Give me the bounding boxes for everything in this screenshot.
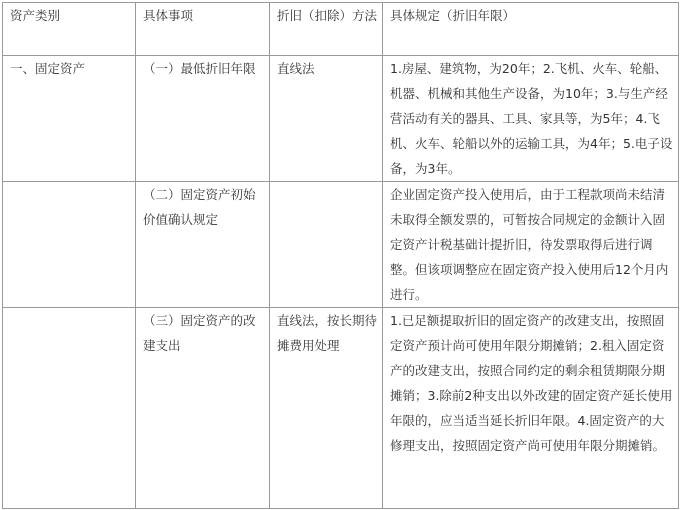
header-specific-item: 具体事项	[136, 3, 270, 56]
cell-method: 直线法，按长期待摊费用处理	[270, 308, 383, 509]
depreciation-policy-table	[2, 2, 679, 509]
table-row	[3, 56, 679, 182]
cell-rule: 1.已足额提取折旧的固定资产的改建支出，按照固定资产预计尚可使用年限分期摊销；2.租入固定资产的改建支出，按照合同约定的剩余租赁期限分期摊销；3.除前2种支出以外改建的固定资产延长使用年限的，应当适当延长折旧年限。4.固定资产的大修理支出，按照固定资产尚可使用年限分期摊销。	[383, 308, 679, 509]
table-row	[3, 182, 679, 308]
cell-category	[3, 182, 136, 308]
cell-category: 一、固定资产	[3, 56, 136, 182]
cell-item: （二）固定资产初始价值确认规定	[136, 182, 270, 308]
cell-rule: 1.房屋、建筑物，为20年；2.飞机、火车、轮船、机器、机械和其他生产设备，为10年；3.与生产经营活动有关的器具、工具、家具等，为5年；4.飞机、火车、轮船以外的运输工具，为4年；5.电子设备，为3年。	[383, 56, 679, 182]
cell-method: 直线法	[270, 56, 383, 182]
cell-item: （一）最低折旧年限	[136, 56, 270, 182]
cell-method	[270, 182, 383, 308]
header-specific-rule: 具体规定（折旧年限）	[383, 3, 679, 56]
cell-rule: 企业固定资产投入使用后，由于工程款项尚未结清未取得全额发票的，可暂按合同规定的金额计入固定资产计税基础计提折旧，待发票取得后进行调整。但该项调整应在固定资产投入使用后12个月内进行。	[383, 182, 679, 308]
cell-item: （三）固定资产的改建支出	[136, 308, 270, 509]
table-row	[3, 308, 679, 509]
header-depreciation-method: 折旧（扣除）方法	[270, 3, 383, 56]
table-header-row	[3, 3, 679, 56]
cell-category	[3, 308, 136, 509]
header-asset-category: 资产类别	[3, 3, 136, 56]
